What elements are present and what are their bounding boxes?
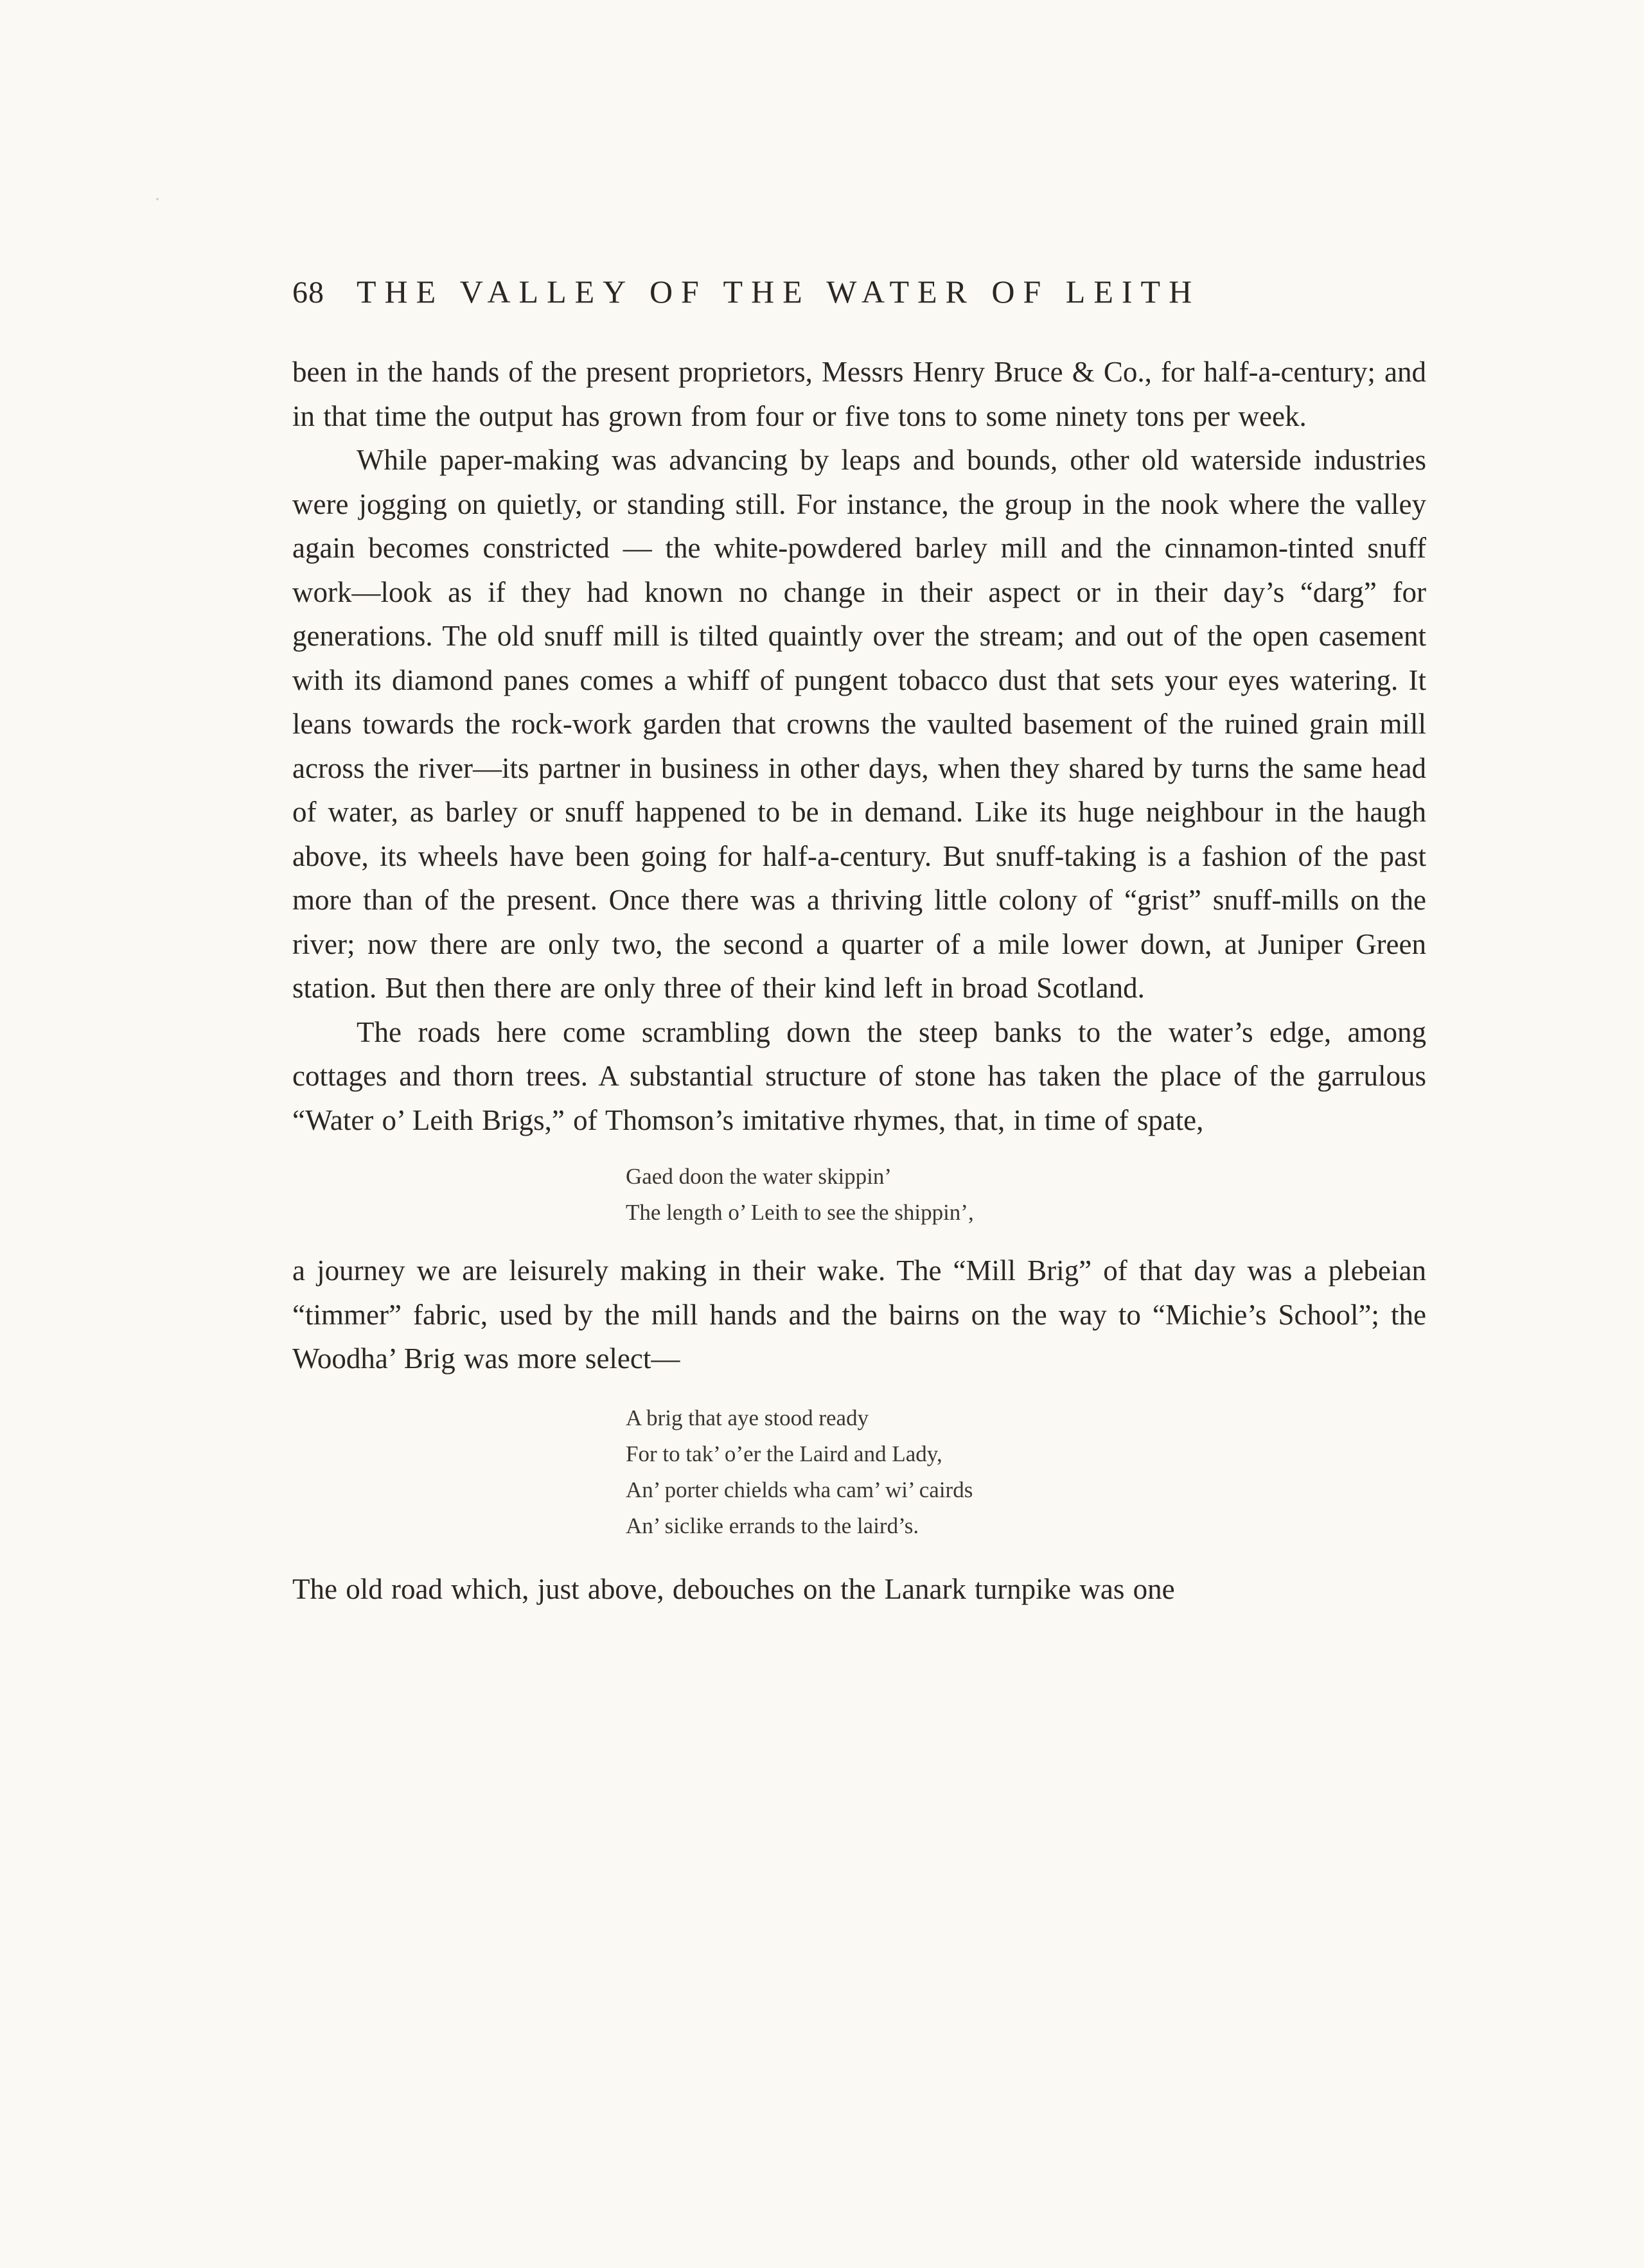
running-title: THE VALLEY OF THE WATER OF LEITH [357,274,1201,310]
paragraph-old-road: The old road which, just above, debouches on the Lanark turnpike was one [292,1572,1175,1605]
page-speck [156,198,159,200]
paragraph-roads: The roads here come scrambling down the steep banks to the water’s edge, among cottages and thorn trees. A substantial structure of stone has taken the place of the garrulous “Water o’ Leith Brigs,” of Thomson’s imitative rhymes, that, in time of spate, [292,1015,1426,1136]
book-page [292,273,1426,1611]
verse-line: An’ porter chields wha cam’ wi’ cairds [626,1477,973,1502]
running-head [292,273,1426,324]
verse-line: An’ siclike errands to the laird’s. [626,1513,919,1538]
verse-line: A brig that aye stood ready [626,1405,869,1430]
verse-line: For to tak’ o’er the Laird and Lady, [626,1441,942,1466]
page-number: 68 [292,276,324,310]
verse-quotation-1 [626,1159,1426,1231]
verse-quotation-2 [626,1400,1426,1544]
paragraph-continued: been in the hands of the present proprietors, Messrs Henry Bruce & Co., for half-a-century; and in that time the output has grown from four or five tons to some ninety tons per week. [292,356,1426,432]
paragraph-snuff-mill: While paper-making was advancing by leaps and bounds, other old waterside industries were jogging on quietly, or standing still. For instance, the group in the nook where the valley again becomes constricted — the white-powdered barley mill and the cinnamon-tinted snuff work—look as if they had known no change in their aspect or in their day’s “darg” for generations. The old snuff mill is tilted quaintly over the stream; and out of the open casement with its diamond panes comes a whiff of pungent tobacco dust that sets your eyes watering. It leans towards the rock-work garden that crowns the vaulted basement of the ruined grain mill across the river—its partner in business in other days, when they shared by turns the same head of water, as barley or snuff happened to be in demand. Like its huge neighbour in the haugh above, its wheels have been going for half-a-century. But snuff-taking is a fashion of the past more than of the present. Once there was a thriving little colony of “grist” snuff-mills on the river; now there are only two, the second a quarter of a mile lower down, at Juniper Green station. But then there are only three of their kind left in broad Scotland. [292,444,1426,1004]
verse-line: Gaed doon the water skippin’ [626,1164,892,1189]
body-text [292,350,1426,1611]
verse-line: The length o’ Leith to see the shippin’, [626,1200,974,1225]
paragraph-journey: a journey we are leisurely making in their wake. The “Mill Brig” of that day was a plebeian “timmer” fabric, used by the mill hands and the bairns on the way to “Michie’s School”; the Woodha’ Brig was more select— [292,1254,1426,1375]
